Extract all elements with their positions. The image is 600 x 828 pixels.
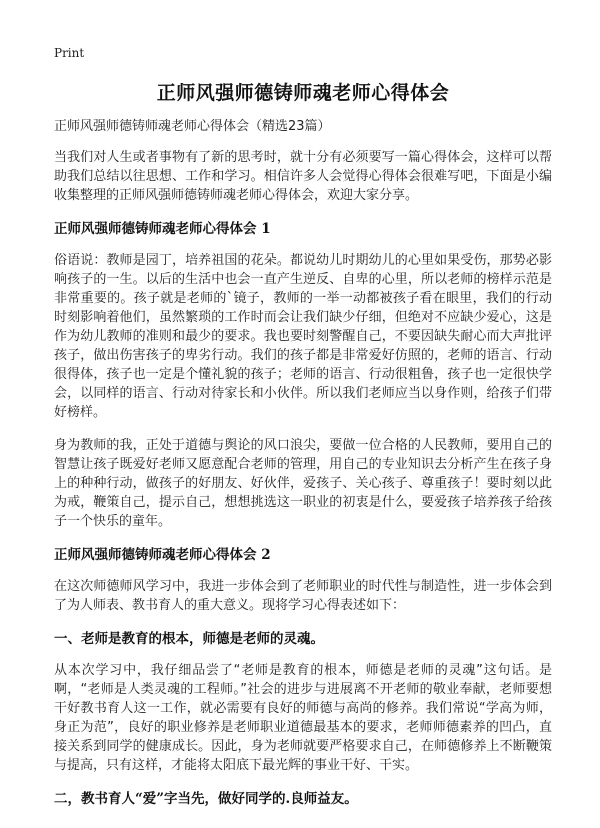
article-subtitle: 正师风强师德铸师魂老师心得体会（精选23篇） <box>54 119 331 134</box>
sub-heading-2: 二，教书育人“爱”字当先，做好同学的.良师益友。 <box>54 791 358 807</box>
intro-paragraph: 当我们对人生或者事物有了新的思考时，就十分有必须要写一篇心得体会，这样可以帮助我们总结以往思想、工作和学习。相信许多人会觉得心得体会很难写吧，下面是小编收集整理的正师风强师德铸师魂老师心得体会，欢迎大家分享。 <box>54 150 552 203</box>
section-1-paragraph-1: 俗语说：教师是园丁，培养祖国的花朵。都说幼儿时期幼儿的心里如果受伤，那势必影响孩子的一生。以后的生活中也会一直产生逆反、自卑的心里，所以老师的榜样示范是非常重要的。孩子就是老师的`镜子，教师的一举一动都被孩子看在眼里，我们的行动时刻影响着他们，虽然繁琐的工作时而会让我们缺少仔细，但绝对不应缺少爱心，这是作为幼儿教师的准则和最少的要求。我也要时刻警醒自己，不要因缺失耐心而大声批评孩子，做出伤害孩子的卑劣行动。我们的孩子都是非常爱好仿照的，老师的语言、行动很得体，孩子也一定是个懂礼貌的孩子；老师的语言、行动很粗鲁，孩子也一定很快学会，以同样的语言、行动对待家长和小伙伴。所以我们老师应当以身作则，给孩子们带好榜样。 <box>54 253 552 420</box>
article-body <box>54 118 552 821</box>
print-link[interactable]: Print <box>54 46 85 60</box>
sub-heading-1-paragraph: 从本次学习中，我仔细品尝了“老师是教育的根本，师德是老师的灵魂”这句话。是啊，“老师是人类灵魂的工程师。”社会的进步与进展离不开老师的敬业奉献，老师要想干好教书育人这一工作，就必需要有良好的师德与高尚的修养。我们常说“学高为师，身正为范”，良好的职业修养是老师职业道德最基本的要求，老师师德素养的凹凸，直接关系到同学的健康成长。因此，身为老师就要严格要求自己，在师德修养上不断鞭策与提高，只有这样，才能将太阳底下最光辉的事业干好、干实。 <box>54 663 552 773</box>
section-1-paragraph-2: 身为教师的我，正处于道德与舆论的风口浪尖，要做一位合格的人民教师，要用自己的智慧让孩子既爱好老师又愿意配合老师的管理，用自己的专业知识去分析产生在孩子身上的种种行动，做孩子的好朋友、好伙伴，爱孩子、关心孩子、尊重孩子！要时刻以此为戒，鞭策自己，提示自己，想想挑选这一职业的初衷是什么，要爱孩子培养孩子给孩子一个快乐的童年。 <box>54 438 552 529</box>
section-1-heading: 正师风强师德铸师魂老师心得体会 1 <box>54 221 271 237</box>
section-2-heading: 正师风强师德铸师魂老师心得体会 2 <box>54 547 271 563</box>
section-2-paragraph-1: 在这次师德师风学习中，我进一步体会到了老师职业的时代性与制造性，进一步体会到了为人师表、教书育人的重大意义。现将学习心得表述如下： <box>54 579 552 613</box>
sub-heading-1: 一、老师是教育的根本，师德是老师的灵魂。 <box>54 631 324 647</box>
page-title: 正师风强师德铸师魂老师心得体会 <box>156 82 450 104</box>
